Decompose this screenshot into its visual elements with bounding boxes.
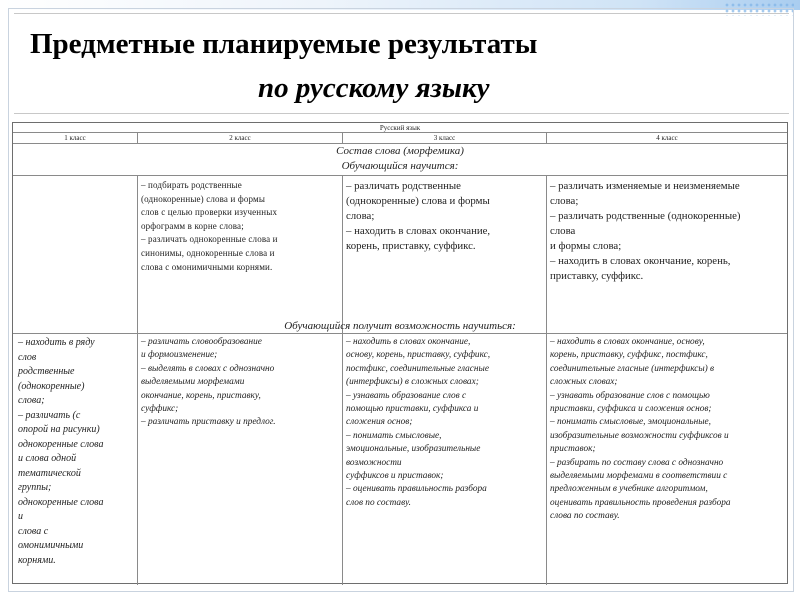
- cell-line: и формоизменение;: [141, 350, 218, 361]
- cell-line: – узнавать образование слов с помощью: [550, 390, 710, 401]
- top-rule: [14, 13, 789, 14]
- table-line: [13, 175, 787, 176]
- subject-header: Русский язык: [379, 124, 421, 132]
- grade-1-header: 1 класс: [64, 134, 86, 142]
- cell-line: – находить в словах окончание, основу,: [550, 337, 705, 347]
- cell-line: – разбирать по составу слова с однозначно: [550, 457, 724, 468]
- learn-grade3-cell: [346, 179, 546, 254]
- cell-line: родственные: [18, 366, 75, 377]
- cell-line: – выделять в словах с однозначно: [141, 363, 275, 374]
- cell-line: – находить в словах окончание,: [346, 225, 491, 237]
- cell-line: приставки, суффикса и сложения основ;: [550, 404, 712, 415]
- learn-caption: Обучающийся научится:: [341, 160, 459, 172]
- cell-line: слова по составу.: [550, 511, 620, 522]
- learn-grade4-cell: [550, 179, 786, 284]
- cell-line: слова с омонимичными корнями.: [141, 261, 273, 272]
- cell-line: (однокоренные) слова и формы: [346, 195, 490, 207]
- cell-line: – различать (с: [18, 409, 81, 421]
- cell-line: – подбирать родственные: [141, 180, 242, 190]
- cell-line: (интерфиксы) в сложных словах;: [346, 377, 479, 388]
- cell-line: – узнавать образование слов с: [346, 390, 467, 401]
- cell-line: соединительные гласные (интерфиксы) в: [550, 363, 715, 374]
- table-line: [342, 175, 343, 585]
- cell-line: – различать родственные (однокоренные): [550, 210, 741, 222]
- cell-line: – находить в ряду: [18, 337, 95, 348]
- cell-line: слов по составу.: [346, 497, 411, 508]
- cell-line: оценивать правильность проведения разбора: [550, 497, 731, 508]
- table-line: [13, 333, 787, 334]
- grade-3-header: 3 класс: [433, 134, 456, 142]
- cell-line: слова;: [346, 210, 375, 222]
- grade-2-header: 2 класс: [229, 134, 251, 142]
- cell-line: окончание, корень, приставку,: [141, 390, 261, 401]
- cell-line: помощью приставки, суффикса и: [346, 404, 479, 415]
- learn-grade2-cell: [141, 179, 336, 274]
- title-rule: [14, 113, 789, 114]
- cell-line: слова с: [18, 525, 49, 537]
- cell-line: возможности: [346, 457, 402, 468]
- cell-line: – различать родственные: [346, 180, 461, 192]
- opportunity-caption: Обучающийся получит возможность научиться:: [284, 320, 516, 332]
- cell-line: сложения основ;: [346, 417, 413, 428]
- cell-line: суффикс;: [141, 404, 179, 415]
- cell-line: слова;: [18, 395, 45, 406]
- results-table: [12, 122, 788, 584]
- cell-line: корень, приставку, суффикс.: [346, 240, 476, 252]
- cell-line: выделяемыми морфемами в соответствии с: [550, 471, 728, 482]
- cell-line: – различать изменяемые и неизменяемые: [550, 180, 740, 192]
- opportunity-grade3-cell: [346, 336, 546, 510]
- cell-line: – понимать смысловые, эмоциональные,: [550, 417, 711, 428]
- cell-line: корень, приставку, суффикс, постфикс,: [550, 350, 708, 361]
- cell-line: и формы слова;: [550, 240, 622, 252]
- cell-line: слов: [18, 351, 37, 363]
- cell-line: (однокоренные): [18, 380, 85, 392]
- cell-line: и: [18, 511, 23, 522]
- opportunity-grade2-cell: [141, 336, 339, 430]
- grade-4-header: 4 класс: [656, 134, 678, 142]
- cell-line: (однокоренные) слова и формы: [141, 193, 266, 204]
- table-line: [546, 175, 547, 585]
- cell-line: – различать однокоренные слова и: [141, 234, 278, 245]
- cell-line: синонимы, однокоренные слова и: [141, 247, 275, 258]
- cell-line: – оценивать правильность разбора: [346, 484, 487, 495]
- cell-line: сложных словах;: [550, 377, 618, 388]
- cell-line: однокоренные слова: [18, 438, 104, 450]
- cell-line: слова;: [550, 195, 579, 207]
- table-line: [13, 132, 787, 133]
- cell-line: корнями.: [18, 554, 56, 566]
- cell-line: тематической: [18, 467, 81, 479]
- cell-line: изобразительные возможности суффиксов и: [550, 430, 729, 441]
- cell-line: слов с целью проверки изученных: [141, 207, 278, 218]
- cell-line: суффиксов и приставок;: [346, 471, 444, 482]
- cell-line: однокоренные слова: [18, 496, 104, 508]
- cell-line: постфикс, соединительные гласные: [346, 363, 489, 374]
- opportunity-grade4-cell: [550, 336, 786, 524]
- slide-subtitle: по русскому языку: [258, 72, 490, 104]
- cell-line: – находить в словах окончание, корень,: [550, 255, 731, 267]
- cell-line: основу, корень, приставку, суффикс,: [346, 350, 491, 361]
- cell-line: эмоциональные, изобразительные: [346, 444, 481, 455]
- cell-line: приставок;: [550, 444, 596, 455]
- cell-line: – находить в словах окончание,: [346, 337, 471, 347]
- cell-line: опорой на рисунки): [18, 424, 100, 435]
- cell-line: орфограмм в корне слова;: [141, 220, 244, 231]
- cell-line: приставку, суффикс.: [550, 270, 644, 282]
- cell-line: и слова одной: [18, 453, 77, 464]
- slide-title: Предметные планируемые результаты: [30, 28, 538, 60]
- cell-line: – понимать смысловые,: [346, 430, 442, 441]
- cell-line: предложенным в учебнике алгоритмом,: [550, 484, 708, 495]
- cell-line: – различать приставку и предлог.: [141, 417, 276, 428]
- cell-line: выделяемыми морфемами: [141, 377, 245, 388]
- section-header: Состав слова (морфемика): [336, 145, 464, 157]
- cell-line: группы;: [18, 482, 52, 493]
- table-line: [13, 143, 787, 144]
- cell-line: слова: [550, 225, 576, 237]
- cell-line: омонимичными: [18, 540, 84, 551]
- cell-line: – различать словообразование: [141, 337, 262, 347]
- table-line: [137, 175, 138, 585]
- opportunity-grade1-cell: [18, 336, 133, 568]
